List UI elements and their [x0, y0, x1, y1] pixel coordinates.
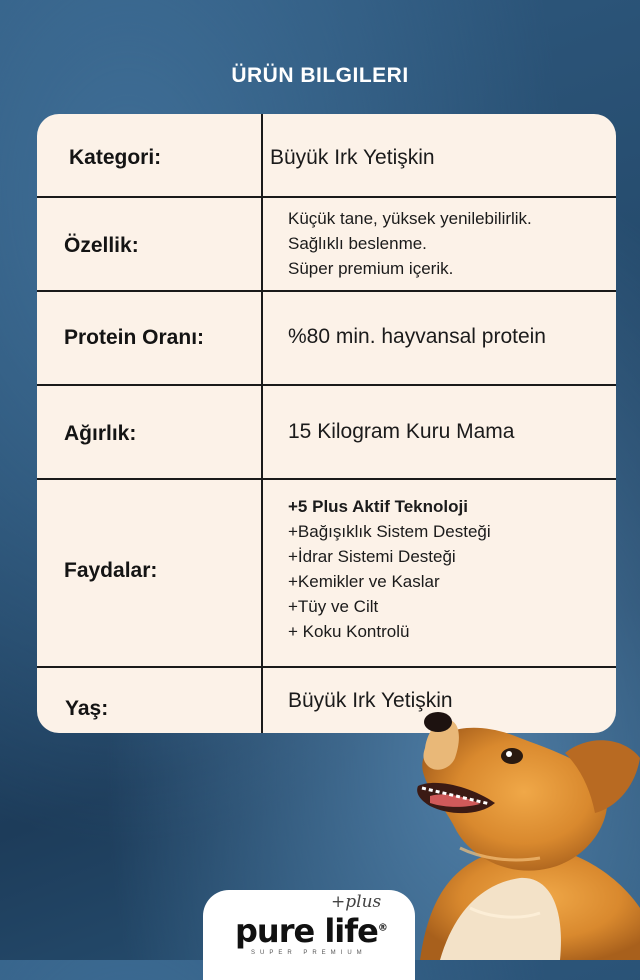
- row-label-protein: Protein Oranı:: [64, 326, 205, 349]
- table-column-divider: [261, 114, 263, 733]
- row-value-yas: Büyük Irk Yetişkin: [288, 689, 453, 712]
- benefit-line: +İdrar Sistemi Desteği: [288, 547, 456, 566]
- row-value-protein: %80 min. hayvansal protein: [288, 325, 546, 348]
- brand-logo: [203, 890, 415, 980]
- row-value-faydalar: [288, 494, 491, 644]
- benefit-line-highlight: +5 Plus Aktif Teknoloji: [288, 497, 468, 516]
- logo-subtitle: SUPER PREMIUM: [251, 950, 367, 956]
- row-label-yas: Yaş:: [65, 697, 109, 720]
- row-value-ozellik: [288, 206, 532, 281]
- table-row-divider: [37, 666, 616, 668]
- product-info-table: [37, 114, 616, 733]
- logo-registered-mark: ®: [377, 922, 387, 934]
- row-value-agirlik: 15 Kilogram Kuru Mama: [288, 420, 515, 443]
- row-value-kategori: Büyük Irk Yetişkin: [270, 146, 435, 169]
- feature-line: Süper premium içerik.: [288, 259, 454, 278]
- table-row-divider: [37, 384, 616, 386]
- benefit-line: +Bağışıklık Sistem Desteği: [288, 522, 491, 541]
- table-row-divider: [37, 196, 616, 198]
- benefit-line: +Kemikler ve Kaslar: [288, 572, 440, 591]
- feature-line: Sağlıklı beslenme.: [288, 234, 427, 253]
- logo-plus-text: +plus: [331, 892, 382, 912]
- logo-main-text: [235, 912, 387, 950]
- benefit-line: +Tüy ve Cilt: [288, 597, 379, 616]
- feature-line: Küçük tane, yüksek yenilebilirlik.: [288, 209, 532, 228]
- benefit-line: + Koku Kontrolü: [288, 622, 410, 641]
- logo-wordmark: pure life: [235, 912, 378, 950]
- page-title: ÜRÜN BILGILERI: [231, 64, 409, 87]
- row-label-ozellik: Özellik:: [64, 234, 139, 257]
- row-label-kategori: Kategori:: [69, 146, 162, 169]
- dog-illustration: [400, 708, 640, 960]
- table-row-divider: [37, 290, 616, 292]
- row-label-faydalar: Faydalar:: [64, 559, 158, 582]
- table-row-divider: [37, 478, 616, 480]
- row-label-agirlik: Ağırlık:: [64, 422, 137, 445]
